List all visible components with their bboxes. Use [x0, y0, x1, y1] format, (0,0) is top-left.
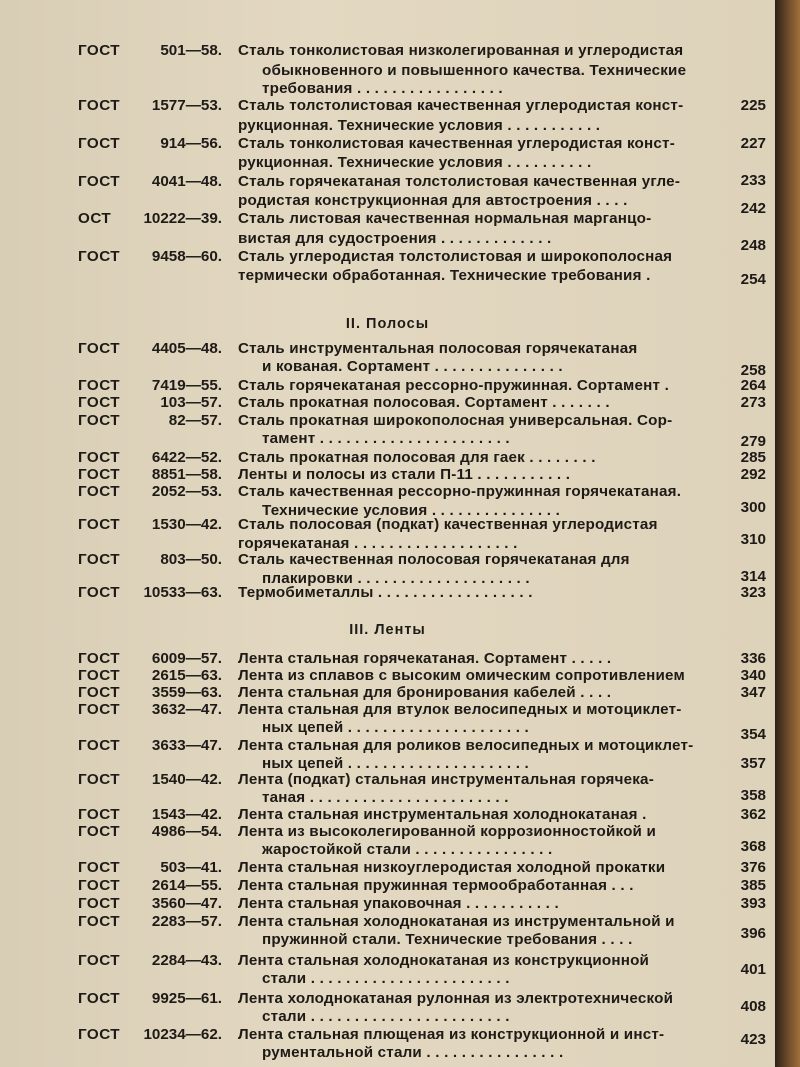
standard-number: 1530—42. — [151, 516, 222, 533]
standard-type: ГОСТ — [78, 377, 121, 394]
entry-title: Сталь углеродистая толстолистовая и широкополосная — [238, 248, 673, 265]
entry-title-cont: обыкновенного и повышенного качества. Технические — [262, 62, 687, 79]
standard-type: ГОСТ — [78, 952, 121, 969]
page-number: 354 — [740, 726, 766, 743]
page-number: 279 — [740, 433, 766, 450]
page-number: 264 — [740, 377, 766, 394]
toc-entry — [0, 584, 775, 602]
standard-number: 4405—48. — [151, 340, 222, 357]
entry-title: Сталь качественная полосовая горячекатаная для — [238, 551, 630, 568]
book-spine-edge — [775, 0, 800, 1067]
page-number: 336 — [740, 650, 766, 667]
toc-entry — [0, 877, 775, 895]
page-number: 347 — [740, 684, 766, 701]
page-number: 310 — [740, 531, 766, 548]
standard-number: 7419—55. — [151, 377, 222, 394]
page-number: 396 — [740, 925, 766, 942]
entry-title: Лента (подкат) стальная инструментальная горячека- — [238, 771, 654, 788]
standard-number: 2283—57. — [151, 913, 222, 930]
standard-type: ГОСТ — [78, 1026, 121, 1043]
standard-number: 8851—58. — [151, 466, 222, 483]
entry-title: Термобиметаллы . . . . . . . . . . . . . . . . . . — [238, 584, 533, 601]
entry-title: Лента стальная для бронирования кабелей . . . . — [238, 684, 612, 701]
standard-number: 9925—61. — [151, 990, 222, 1007]
standard-number: 10234—62. — [143, 1026, 222, 1043]
standard-type: ГОСТ — [78, 173, 121, 190]
entry-title-cont: горячекатаная . . . . . . . . . . . . . . . . . . . — [238, 535, 518, 552]
standard-number: 2614—55. — [151, 877, 222, 894]
page-number: 225 — [740, 97, 766, 114]
standard-type: ГОСТ — [78, 248, 121, 265]
toc-entry — [0, 340, 775, 358]
toc-entry — [0, 466, 775, 484]
entry-title: Лента стальная холоднокатаная из конструкционной — [238, 952, 650, 969]
standard-number: 501—58. — [160, 42, 222, 59]
toc-entry — [0, 449, 775, 467]
standard-number: 3632—47. — [151, 701, 222, 718]
entry-title-cont: и кованая. Сортамент . . . . . . . . . . . . . . . — [262, 358, 563, 375]
page-number: 393 — [740, 895, 766, 912]
toc-entry — [0, 210, 775, 228]
entry-title: Сталь листовая качественная нормальная марганцо- — [238, 210, 652, 227]
entry-title-cont: жаростойкой стали . . . . . . . . . . . . . . . . — [262, 841, 553, 858]
entry-title: Сталь горячекатаная толстолистовая качественная угле- — [238, 173, 681, 190]
page-number: 273 — [740, 394, 766, 411]
standard-number: 914—56. — [160, 135, 222, 152]
entry-title-cont: стали . . . . . . . . . . . . . . . . . . . . . . . — [262, 970, 510, 987]
toc-entry — [0, 895, 775, 913]
page-number: 285 — [740, 449, 766, 466]
standard-number: 1540—42. — [151, 771, 222, 788]
standard-type: ГОСТ — [78, 551, 121, 568]
standard-type: ГОСТ — [78, 667, 121, 684]
toc-entry — [0, 913, 775, 931]
standard-type: ГОСТ — [78, 650, 121, 667]
toc-entry — [0, 248, 775, 266]
entry-title-cont: рументальной стали . . . . . . . . . . . . . . . . — [262, 1044, 564, 1061]
entry-title: Сталь прокатная полосовая для гаек . . . . . . . . — [238, 449, 596, 466]
page-number: 233 — [740, 172, 766, 189]
entry-title: Лента стальная холоднокатаная из инструментальной и — [238, 913, 675, 930]
entry-title-cont: плакировки . . . . . . . . . . . . . . . . . . . . — [262, 570, 530, 587]
standard-type: ГОСТ — [78, 701, 121, 718]
toc-entry — [0, 650, 775, 668]
page-number: 292 — [740, 466, 766, 483]
standard-number: 4041—48. — [151, 173, 222, 190]
toc-entry — [0, 42, 775, 60]
toc-entry — [0, 483, 775, 501]
entry-title: Лента стальная плющеная из конструкционной и инст- — [238, 1026, 665, 1043]
standard-type: ГОСТ — [78, 394, 121, 411]
standard-number: 82—57. — [168, 412, 222, 429]
page-number: 423 — [740, 1031, 766, 1048]
entry-title: Ленты и полосы из стали П-11 . . . . . . . . . . . — [238, 466, 571, 483]
entry-title-cont: родистая конструкционная для автостроения . . . . — [238, 192, 628, 209]
standard-type: ГОСТ — [78, 684, 121, 701]
toc-entry-cont — [0, 117, 775, 135]
standard-type: ГОСТ — [78, 449, 121, 466]
page-number: 248 — [740, 237, 766, 254]
toc-entry — [0, 859, 775, 877]
toc-entry-cont — [0, 719, 775, 743]
section-heading-tapes: III. Ленты — [349, 622, 426, 638]
toc-entry-cont — [0, 430, 775, 448]
standard-type: ГОСТ — [78, 135, 121, 152]
standard-type: ГОСТ — [78, 771, 121, 788]
entry-title-cont: термически обработанная. Технические требования . — [238, 267, 651, 284]
standard-type: ГОСТ — [78, 584, 121, 601]
entry-title: Сталь инструментальная полосовая горячекатаная — [238, 340, 638, 357]
entry-title: Сталь горячекатаная рессорно-пружинная. Сортамент . — [238, 377, 669, 394]
standard-type: ГОСТ — [78, 340, 121, 357]
standard-number: 3633—47. — [151, 737, 222, 754]
toc-entry — [0, 823, 775, 841]
page-number: 376 — [740, 859, 766, 876]
entry-title: Лента из высоколегированной коррозионностойкой и — [238, 823, 657, 840]
standard-type: ГОСТ — [78, 823, 121, 840]
toc-entry — [0, 667, 775, 685]
standard-number: 6009—57. — [151, 650, 222, 667]
standard-type: ГОСТ — [78, 990, 121, 1007]
entry-title: Лента стальная инструментальная холоднокатаная . — [238, 806, 647, 823]
entry-title-cont: рукционная. Технические условия . . . . . . . . . . . — [238, 117, 601, 134]
page-number: 357 — [740, 755, 766, 772]
standard-number: 4986—54. — [151, 823, 222, 840]
entry-title-cont: ных цепей . . . . . . . . . . . . . . . . . . . . . — [262, 719, 529, 736]
page-number: 408 — [740, 998, 766, 1015]
standard-number: 803—50. — [160, 551, 222, 568]
toc-entry — [0, 394, 775, 412]
standard-type: ГОСТ — [78, 97, 121, 114]
page-number: 314 — [740, 568, 766, 585]
toc-entry — [0, 771, 775, 789]
standard-number: 3560—47. — [151, 895, 222, 912]
entry-title-cont: рукционная. Технические условия . . . . . . . . . . — [238, 154, 592, 171]
page-number: 254 — [740, 271, 766, 288]
page-number: 358 — [740, 787, 766, 804]
toc-entry-cont — [0, 267, 775, 288]
standard-number: 9458—60. — [151, 248, 222, 265]
page-number: 242 — [740, 200, 766, 217]
standard-type: ГОСТ — [78, 913, 121, 930]
toc-entry — [0, 806, 775, 824]
toc-entry-cont — [0, 358, 775, 379]
standard-number: 6422—52. — [151, 449, 222, 466]
toc-entry — [0, 990, 775, 1008]
entry-title: Сталь прокатная широкополосная универсальная. Сор- — [238, 412, 673, 429]
toc-entry — [0, 173, 775, 191]
entry-title: Лента стальная для роликов велосипедных и мотоциклет- — [238, 737, 694, 754]
standard-type: ОСТ — [78, 210, 112, 227]
standard-type: ГОСТ — [78, 895, 121, 912]
standard-type: ГОСТ — [78, 466, 121, 483]
standard-type: ГОСТ — [78, 737, 121, 754]
toc-entry — [0, 377, 775, 395]
entry-title: Лента стальная для втулок велосипедных и мотоциклет- — [238, 701, 682, 718]
section-heading-strips: II. Полосы — [345, 316, 430, 332]
standard-type: ГОСТ — [78, 877, 121, 894]
page-number: 368 — [740, 838, 766, 855]
entry-title-cont: таная . . . . . . . . . . . . . . . . . . . . . . . — [262, 789, 509, 806]
standard-type: ГОСТ — [78, 42, 121, 59]
entry-title-cont: вистая для судостроения . . . . . . . . . . . . . — [238, 230, 552, 247]
entry-title-cont: пружинной стали. Технические требования . . . . — [262, 931, 633, 948]
toc-entry — [0, 684, 775, 702]
page-number: 323 — [740, 584, 766, 601]
toc-entry-cont — [0, 838, 775, 859]
page-number: 300 — [740, 499, 766, 516]
toc-entry — [0, 952, 775, 970]
standard-type: ГОСТ — [78, 806, 121, 823]
standard-number: 2284—43. — [151, 952, 222, 969]
entry-title: Сталь прокатная полосовая. Сортамент . . . . . . . — [238, 394, 610, 411]
entry-title: Лента стальная пружинная термообработанная . . . — [238, 877, 634, 894]
standard-number: 3559—63. — [151, 684, 222, 701]
standard-number: 1543—42. — [151, 806, 222, 823]
toc-entry-cont — [0, 925, 775, 949]
entry-title: Лента стальная низкоуглеродистая холодной прокатки — [238, 859, 666, 876]
entry-title: Сталь качественная рессорно-пружинная горячекатаная. — [238, 483, 682, 500]
toc-entry-cont — [0, 80, 775, 98]
toc-entry-cont — [0, 192, 775, 217]
entry-title: Лента стальная горячекатаная. Сортамент . . . . . — [238, 650, 612, 667]
standard-number: 1577—53. — [151, 97, 222, 114]
toc-entry — [0, 97, 775, 115]
standard-number: 103—57. — [160, 394, 222, 411]
page-number: 385 — [740, 877, 766, 894]
entry-title: Сталь тонколистовая низколегированная и углеродистая — [238, 42, 684, 59]
standard-number: 10222—39. — [143, 210, 222, 227]
toc-entry — [0, 1026, 775, 1044]
standard-type: ГОСТ — [78, 859, 121, 876]
entry-title-cont: стали . . . . . . . . . . . . . . . . . . . . . . . — [262, 1008, 510, 1025]
toc-entry — [0, 551, 775, 569]
toc-entry — [0, 412, 775, 430]
toc-entry — [0, 516, 775, 534]
page-number: 362 — [740, 806, 766, 823]
entry-title-cont: тамент . . . . . . . . . . . . . . . . . . . . . . — [262, 430, 510, 447]
toc-entry-cont — [0, 230, 775, 254]
standard-number: 2615—63. — [151, 667, 222, 684]
standard-type: ГОСТ — [78, 412, 121, 429]
toc-entry — [0, 701, 775, 719]
page-number: 340 — [740, 667, 766, 684]
standard-type: ГОСТ — [78, 516, 121, 533]
standard-number: 2052—53. — [151, 483, 222, 500]
page-number: 227 — [740, 135, 766, 152]
entry-title-cont: ных цепей . . . . . . . . . . . . . . . . . . . . . — [262, 755, 529, 772]
entry-title: Лента холоднокатаная рулонная из электротехнической — [238, 990, 674, 1007]
standard-number: 503—41. — [160, 859, 222, 876]
toc-entry — [0, 737, 775, 755]
entry-title: Сталь толстолистовая качественная углеродистая конст- — [238, 97, 684, 114]
entry-title-cont: Технические условия . . . . . . . . . . . . . . . — [262, 502, 560, 519]
entry-title-cont: требования . . . . . . . . . . . . . . . . . — [262, 80, 503, 97]
toc-entry-cont — [0, 789, 775, 807]
entry-title: Лента стальная упаковочная . . . . . . . . . . . — [238, 895, 559, 912]
toc-entry-cont — [0, 961, 775, 988]
entry-title: Лента из сплавов с высоким омическим сопротивлением — [238, 667, 685, 684]
toc-entry — [0, 135, 775, 153]
page-number: 401 — [740, 961, 766, 978]
entry-title: Сталь тонколистовая качественная углеродистая конст- — [238, 135, 675, 152]
page-number: 258 — [740, 362, 766, 379]
standard-type: ГОСТ — [78, 483, 121, 500]
entry-title: Сталь полосовая (подкат) качественная углеродистая — [238, 516, 658, 533]
standard-number: 10533—63. — [143, 584, 222, 601]
